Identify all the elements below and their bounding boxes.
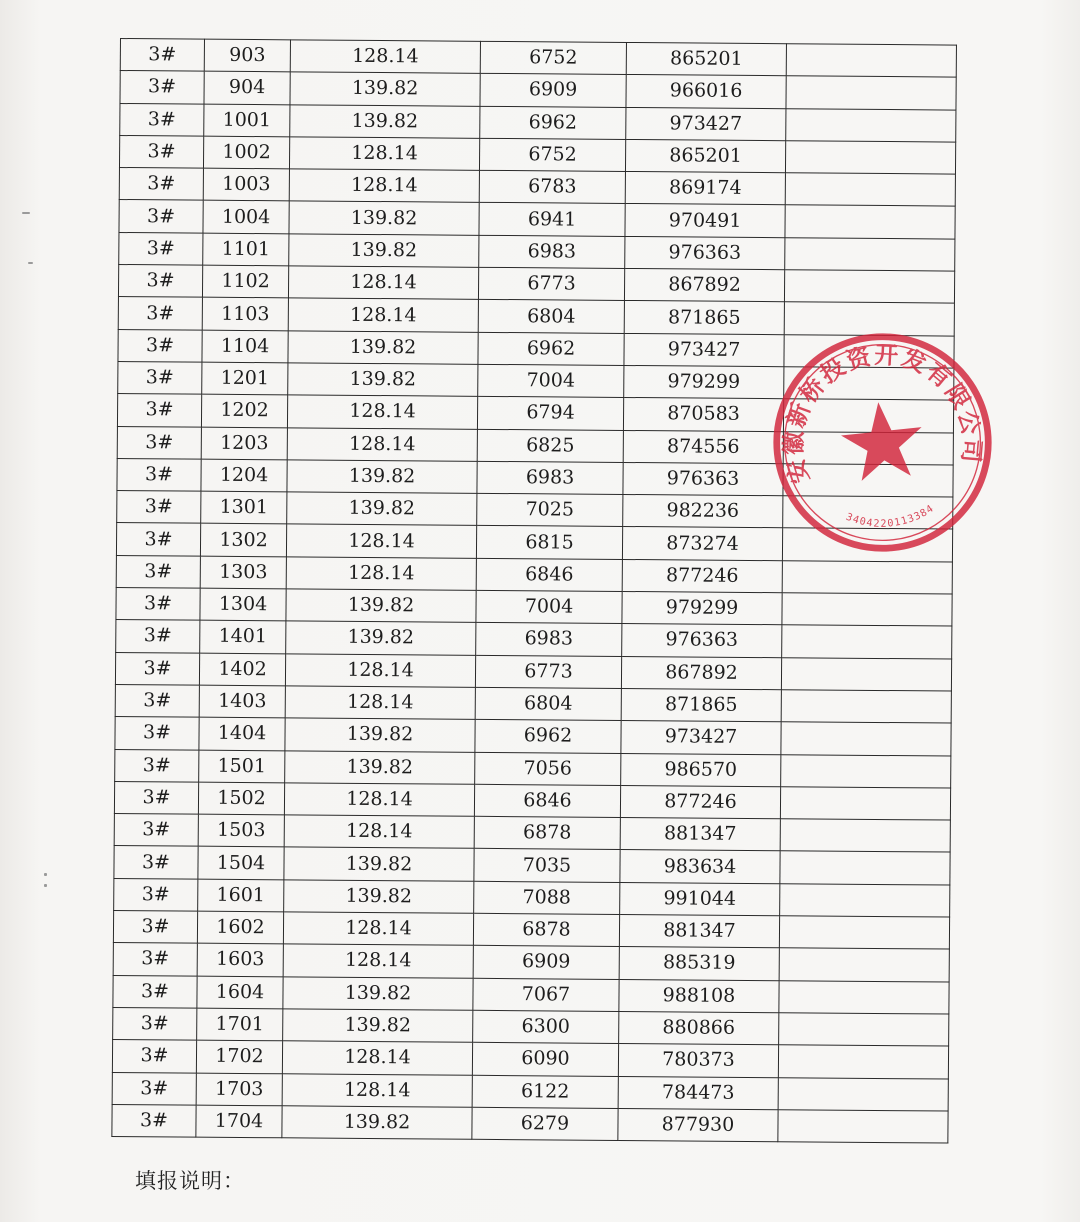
area-cell: 128.14 [286,557,476,591]
unit-price-cell: 6300 [473,1010,619,1043]
building-cell: 3# [115,717,199,750]
unit-price-cell: 6909 [480,74,626,107]
unit-cell: 1202 [201,394,287,427]
unit-cell: 1503 [198,814,284,847]
area-cell: 128.14 [287,395,477,429]
total-price-cell: 973427 [621,721,781,755]
total-price-cell: 865201 [625,139,785,173]
building-cell: 3# [112,1040,196,1073]
unit-cell: 1502 [198,782,284,815]
unit-price-cell: 6983 [479,235,625,268]
scan-speck [22,212,30,214]
total-price-cell: 976363 [625,236,785,270]
unit-cell: 1704 [196,1105,282,1138]
building-cell: 3# [114,846,198,879]
price-table-body [112,39,957,1144]
unit-cell: 1003 [203,168,289,201]
total-price-cell: 976363 [623,462,783,496]
area-cell: 128.14 [283,944,473,978]
area-cell: 139.82 [284,880,474,914]
area-cell: 139.82 [283,976,473,1010]
area-cell: 139.82 [289,201,479,235]
remark-cell [781,657,951,691]
total-price-cell: 784473 [618,1076,778,1110]
building-cell: 3# [120,103,204,136]
unit-cell: 903 [204,39,290,72]
unit-price-cell: 6825 [477,429,623,462]
area-cell: 128.14 [286,524,476,558]
unit-price-cell: 7004 [476,590,622,623]
building-cell: 3# [117,394,201,427]
total-price-cell: 983634 [620,850,780,884]
remark-cell [779,1013,949,1047]
remark-cell [785,205,955,239]
unit-cell: 1104 [202,330,288,363]
area-cell: 128.14 [287,427,477,461]
unit-cell: 1501 [199,750,285,783]
remark-cell [780,787,950,821]
area-cell: 139.82 [288,363,478,397]
total-price-cell: 881347 [619,914,779,948]
area-cell: 139.82 [283,1009,473,1043]
remark-cell [778,1045,948,1079]
unit-cell: 1702 [196,1040,282,1073]
building-cell: 3# [114,814,198,847]
building-cell: 3# [115,652,199,685]
building-cell: 3# [112,1104,196,1137]
remark-cell [782,625,952,659]
scan-speck [44,884,47,887]
building-cell: 3# [118,297,202,330]
unit-price-cell: 6783 [479,171,625,204]
unit-cell: 1303 [200,556,286,589]
area-cell: 128.14 [288,266,478,300]
unit-price-cell: 6983 [477,461,623,494]
building-cell: 3# [117,426,201,459]
building-cell: 3# [116,620,200,653]
unit-price-cell: 6909 [473,946,619,979]
building-cell: 3# [120,39,204,72]
seal-text: 安徽新桥投资开发有限公司 [779,340,987,487]
building-cell: 3# [118,329,202,362]
area-cell: 139.82 [290,72,480,106]
total-price-cell: 982236 [623,495,783,529]
building-cell: 3# [119,135,203,168]
building-cell: 3# [114,781,198,814]
area-cell: 139.82 [285,750,475,784]
unit-cell: 1001 [204,104,290,137]
remark-cell [779,916,949,950]
remark-cell [782,560,952,594]
total-price-cell: 869174 [625,172,785,206]
area-cell: 128.14 [283,912,473,946]
total-price-cell: 877246 [622,559,782,593]
area-cell: 128.14 [288,298,478,332]
total-price-cell: 877930 [618,1108,778,1142]
remark-cell [780,851,950,885]
building-cell: 3# [115,684,199,717]
remark-cell [785,238,955,272]
scan-speck [28,262,33,264]
remark-cell [780,819,950,853]
remark-cell [785,173,955,207]
unit-cell: 1201 [202,362,288,395]
unit-price-cell: 6846 [476,558,622,591]
building-cell: 3# [117,458,201,491]
unit-price-cell: 6773 [478,267,624,300]
area-cell: 139.82 [284,847,474,881]
area-cell: 139.82 [290,104,480,138]
seal-star-icon [838,398,927,483]
unit-price-cell: 6794 [477,397,623,430]
total-price-cell: 970491 [625,204,785,238]
unit-cell: 1404 [199,717,285,750]
unit-cell: 1703 [196,1073,282,1106]
building-cell: 3# [119,168,203,201]
unit-cell: 1204 [201,459,287,492]
building-cell: 3# [119,200,203,233]
building-cell: 3# [120,71,204,104]
building-cell: 3# [112,1072,196,1105]
remark-cell [786,44,956,78]
area-cell: 128.14 [282,1041,472,1075]
total-price-cell: 877246 [620,785,780,819]
remark-cell [781,722,951,756]
area-cell: 128.14 [289,169,479,203]
price-table-wrapper [111,38,956,1144]
unit-cell: 1603 [197,943,283,976]
total-price-cell: 973427 [626,107,786,141]
area-cell: 128.14 [285,653,475,687]
unit-price-cell: 6752 [480,41,626,74]
building-cell: 3# [114,878,198,911]
total-price-cell: 874556 [623,430,783,464]
unit-cell: 1504 [198,847,284,880]
area-cell: 128.14 [289,137,479,171]
unit-price-cell: 6878 [474,816,620,849]
building-cell: 3# [116,555,200,588]
unit-cell: 1002 [203,136,289,169]
building-cell: 3# [113,943,197,976]
total-price-cell: 880866 [619,1011,779,1045]
remark-cell [782,593,952,627]
company-seal [759,319,1006,566]
total-price-cell: 780373 [618,1044,778,1078]
unit-price-cell: 6846 [474,784,620,817]
filling-instructions-label: 填报说明： [135,1169,245,1193]
total-price-cell: 870583 [623,398,783,432]
unit-price-cell: 7035 [474,849,620,882]
price-table [111,38,957,1144]
building-cell: 3# [113,1007,197,1040]
unit-price-cell: 7025 [477,493,623,526]
area-cell: 139.82 [288,331,478,365]
unit-cell: 1403 [199,685,285,718]
total-price-cell: 865201 [626,42,786,76]
unit-price-cell: 6962 [475,720,621,753]
unit-cell: 1602 [197,911,283,944]
unit-cell: 1402 [199,653,285,686]
remark-cell [779,980,949,1014]
remark-cell [786,108,956,142]
building-cell: 3# [113,975,197,1008]
total-price-cell: 979299 [622,592,782,626]
scan-speck [44,873,47,876]
area-cell: 139.82 [287,460,477,494]
unit-cell: 1203 [201,427,287,460]
total-price-cell: 871865 [621,688,781,722]
seal-code: 3404220113384 [844,503,937,530]
total-price-cell: 976363 [622,624,782,658]
total-price-cell: 867892 [624,269,784,303]
total-price-cell: 991044 [620,882,780,916]
total-price-cell: 881347 [620,818,780,852]
building-cell: 3# [113,910,197,943]
unit-cell: 1103 [202,298,288,331]
unit-price-cell: 6983 [476,623,622,656]
remark-cell [781,690,951,724]
building-cell: 3# [118,265,202,298]
building-cell: 3# [115,749,199,782]
unit-price-cell: 6962 [480,106,626,139]
total-price-cell: 973427 [624,333,784,367]
total-price-cell: 986570 [621,753,781,787]
unit-price-cell: 7067 [473,978,619,1011]
building-cell: 3# [116,523,200,556]
remark-cell [781,754,951,788]
unit-price-cell: 6941 [479,203,625,236]
area-cell: 139.82 [287,492,477,526]
area-cell: 128.14 [282,1073,472,1107]
building-cell: 3# [119,232,203,265]
unit-cell: 1601 [198,879,284,912]
building-cell: 3# [118,361,202,394]
unit-cell: 1302 [200,524,286,557]
total-price-cell: 979299 [624,365,784,399]
unit-price-cell: 7004 [478,364,624,397]
unit-price-cell: 6752 [479,138,625,171]
area-cell: 128.14 [290,40,480,74]
area-cell: 139.82 [289,234,479,268]
remark-cell [778,1109,948,1143]
total-price-cell: 871865 [624,301,784,335]
unit-price-cell: 6090 [472,1043,618,1076]
unit-price-cell: 6122 [472,1075,618,1108]
remark-cell [786,76,956,110]
remark-cell [780,883,950,917]
building-cell: 3# [116,588,200,621]
area-cell: 128.14 [284,783,474,817]
area-cell: 139.82 [286,589,476,623]
remark-cell [778,1077,948,1111]
unit-cell: 1304 [200,588,286,621]
unit-price-cell: 6773 [475,655,621,688]
total-price-cell: 988108 [619,979,779,1013]
unit-price-cell: 7056 [475,752,621,785]
total-price-cell: 867892 [621,656,781,690]
unit-price-cell: 7088 [474,881,620,914]
building-cell: 3# [117,491,201,524]
unit-price-cell: 6804 [475,687,621,720]
unit-price-cell: 6279 [472,1107,618,1140]
unit-cell: 1004 [203,201,289,234]
total-price-cell: 873274 [622,527,782,561]
unit-cell: 1301 [201,491,287,524]
unit-cell: 904 [204,71,290,104]
total-price-cell: 966016 [626,75,786,109]
total-price-cell: 885319 [619,947,779,981]
area-cell: 139.82 [286,621,476,655]
unit-cell: 1101 [203,233,289,266]
unit-price-cell: 6962 [478,332,624,365]
unit-cell: 1701 [197,1008,283,1041]
area-cell: 139.82 [282,1106,472,1140]
unit-cell: 1102 [202,265,288,298]
unit-price-cell: 6815 [476,526,622,559]
remark-cell [785,141,955,175]
table-row [112,1104,948,1143]
area-cell: 128.14 [285,686,475,720]
unit-cell: 1604 [197,976,283,1009]
area-cell: 128.14 [284,815,474,849]
unit-price-cell: 6804 [478,300,624,333]
area-cell: 139.82 [285,718,475,752]
unit-price-cell: 6878 [473,913,619,946]
remark-cell [779,948,949,982]
remark-cell [784,270,954,304]
unit-cell: 1401 [200,620,286,653]
